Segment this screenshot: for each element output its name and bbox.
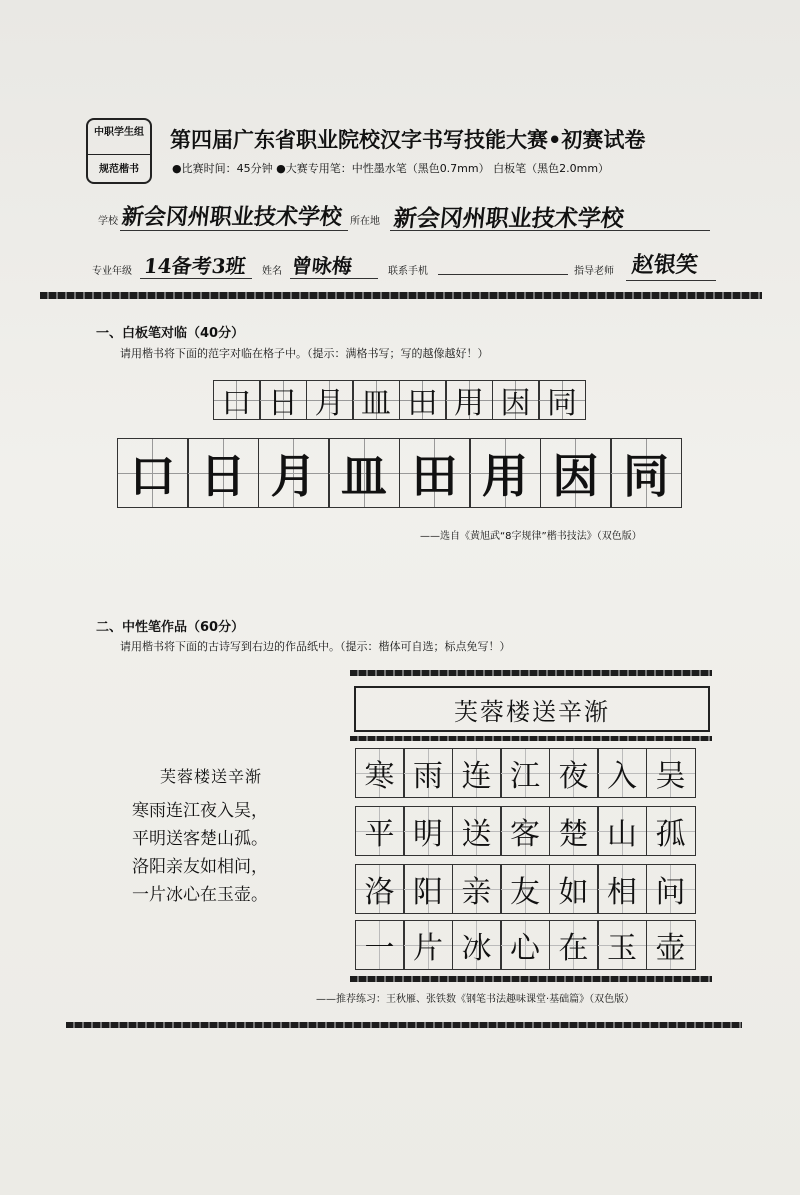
sample-char-row	[214, 380, 586, 420]
practice-char: 同	[623, 449, 669, 503]
name-underline	[290, 278, 378, 279]
work-char: 冰	[461, 931, 492, 966]
work-char: 送	[461, 817, 492, 852]
work-char: 如	[558, 875, 589, 910]
work-char: 洛	[364, 875, 395, 910]
school2-value[interactable]: 新会冈州职业技术学校	[392, 205, 626, 232]
work-cell	[597, 806, 647, 856]
work-char: 阳	[413, 875, 443, 910]
work-cell	[403, 806, 453, 856]
sample-cell	[259, 380, 307, 420]
exam-rules: ●比赛时间：45分钟 ●大赛专用笔：中性墨水笔（黑色0.7mm） 白板笔（黑色2.0mm）	[172, 162, 610, 175]
practice-cell	[258, 438, 330, 508]
work-cell	[500, 920, 550, 970]
sample-char: 用	[454, 386, 484, 421]
sample-cell	[492, 380, 540, 420]
work-border-top	[350, 670, 712, 676]
practice-char: 田	[411, 449, 458, 503]
work-row-3[interactable]	[356, 864, 696, 914]
work-cell	[549, 920, 599, 970]
work-char: 孤	[655, 817, 686, 852]
work-char: 友	[510, 875, 540, 910]
work-char: 楚	[558, 817, 589, 852]
sample-cell	[399, 380, 447, 420]
practice-char: 皿	[341, 449, 387, 503]
work-cell	[355, 864, 405, 914]
work-char: 雨	[413, 759, 443, 794]
work-char: 片	[413, 931, 443, 966]
work-char: 夜	[558, 759, 589, 794]
grade-value[interactable]: 14备考3班	[142, 254, 247, 278]
work-char: 亲	[461, 875, 492, 910]
work-char: 一	[364, 931, 395, 966]
teacher-underline	[626, 280, 716, 281]
sample-char: 因	[500, 386, 531, 421]
practice-cell	[328, 438, 400, 508]
poem-line-4: 一片冰心在玉壶。	[132, 885, 268, 905]
sample-char: 皿	[361, 386, 391, 421]
work-char: 吴	[655, 759, 686, 794]
section2-title: 二、中性笔作品（60分）	[96, 620, 245, 635]
work-cell	[549, 864, 599, 914]
sample-cell	[352, 380, 400, 420]
work-cell	[403, 864, 453, 914]
sample-char: 口	[221, 386, 252, 421]
practice-cell	[610, 438, 682, 508]
sample-cell	[306, 380, 354, 420]
sample-cell	[213, 380, 261, 420]
work-char: 客	[510, 817, 540, 852]
work-cell	[452, 920, 502, 970]
school2-underline	[390, 230, 710, 231]
work-row-4[interactable]	[356, 920, 696, 970]
work-cell	[403, 748, 453, 798]
work-cell	[500, 806, 550, 856]
school-value[interactable]: 新会冈州职业技术学校	[120, 204, 344, 230]
sample-char: 月	[314, 386, 345, 421]
practice-char: 因	[552, 449, 599, 503]
work-char: 心	[510, 931, 540, 966]
practice-char: 月	[270, 449, 317, 503]
practice-char-row[interactable]	[118, 438, 682, 508]
name-value[interactable]: 曾咏梅	[290, 254, 354, 278]
work-cell	[597, 920, 647, 970]
work-cell	[452, 864, 502, 914]
work-cell	[355, 748, 405, 798]
poem-line-2: 平明送客楚山孤。	[132, 829, 268, 849]
work-char: 入	[607, 759, 637, 794]
seal-line2: 规范楷书	[88, 154, 150, 177]
name-label: 姓名	[262, 266, 282, 277]
work-cell	[646, 806, 696, 856]
practice-char: 用	[482, 449, 528, 503]
school-underline	[120, 230, 348, 231]
section1-title: 一、白板笔对临（40分）	[96, 326, 245, 341]
work-char: 问	[655, 875, 686, 910]
poem-line-3: 洛阳亲友如相问，	[132, 857, 268, 877]
grade-label: 专业年级	[92, 266, 132, 277]
work-cell	[355, 920, 405, 970]
teacher-value[interactable]: 赵银笑	[630, 252, 700, 278]
practice-char: 日	[200, 449, 246, 503]
work-cell	[403, 920, 453, 970]
practice-char: 口	[129, 449, 176, 503]
work-row-2[interactable]	[356, 806, 696, 856]
work-cell	[452, 806, 502, 856]
work-border-bottom	[350, 976, 712, 982]
practice-cell	[540, 438, 612, 508]
section2-hint: 请用楷书将下面的古诗写到右边的作品纸中。（提示：楷体可自选；标点免写！）	[120, 640, 511, 653]
work-char: 山	[607, 817, 637, 852]
work-row-1[interactable]	[356, 748, 696, 798]
section2-source: ——推荐练习：王秋雁、张铁数《钢笔书法趣味课堂·基础篇》（双色版）	[316, 994, 635, 1005]
practice-cell	[117, 438, 189, 508]
work-cell	[500, 864, 550, 914]
sample-cell	[445, 380, 493, 420]
separator-bottom	[66, 1022, 742, 1028]
work-char: 壶	[655, 931, 686, 966]
sample-cell	[538, 380, 586, 420]
grade-underline	[140, 278, 252, 279]
work-cell	[355, 806, 405, 856]
poem-title: 芙蓉楼送辛渐	[160, 767, 263, 786]
phone-underline	[438, 274, 568, 275]
work-char: 连	[461, 759, 492, 794]
teacher-label: 指导老师	[574, 266, 614, 277]
school2-label: 所在地	[350, 216, 380, 227]
phone-label: 联系手机	[388, 266, 428, 277]
work-char: 寒	[364, 759, 395, 794]
work-char: 江	[510, 759, 540, 794]
practice-cell	[399, 438, 471, 508]
work-border-mid	[350, 736, 712, 741]
practice-cell	[469, 438, 541, 508]
work-char: 在	[558, 931, 589, 966]
school-label: 学校	[98, 216, 118, 227]
work-title-box: 芙蓉楼送辛渐	[354, 686, 710, 732]
work-cell	[452, 748, 502, 798]
work-char: 平	[364, 817, 395, 852]
section1-source: ——选自《黄旭武“8字规律”楷书技法》（双色版）	[420, 531, 642, 542]
poem-line-1: 寒雨连江夜入吴，	[132, 801, 268, 821]
work-cell	[646, 920, 696, 970]
sample-char: 日	[268, 386, 298, 421]
work-cell	[597, 864, 647, 914]
seal-stamp	[86, 118, 152, 184]
sample-char: 同	[547, 386, 577, 421]
separator-top	[40, 292, 762, 299]
work-cell	[549, 748, 599, 798]
sample-char: 田	[407, 386, 438, 421]
work-cell	[646, 864, 696, 914]
work-cell	[646, 748, 696, 798]
exam-title: 第四届广东省职业院校汉字书写技能大赛•初赛试卷	[170, 128, 646, 152]
section1-hint: 请用楷书将下面的范字对临在格子中。（提示：满格书写；写的越像越好！）	[120, 347, 489, 360]
work-char: 相	[607, 875, 637, 910]
work-cell	[597, 748, 647, 798]
seal-line1: 中职学生组	[94, 127, 144, 138]
work-cell	[500, 748, 550, 798]
work-cell	[549, 806, 599, 856]
work-char: 明	[413, 817, 443, 852]
work-char: 玉	[607, 931, 637, 966]
practice-cell	[187, 438, 259, 508]
